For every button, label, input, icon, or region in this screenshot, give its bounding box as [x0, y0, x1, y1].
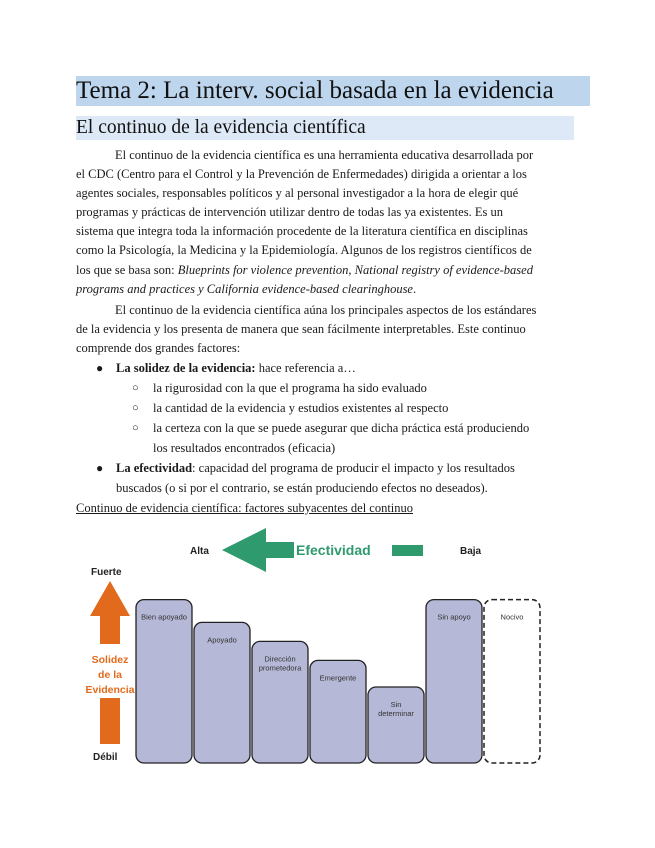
bullet-item — [116, 359, 356, 379]
bullet-icon: ● — [96, 461, 104, 475]
alta-label: Alta — [190, 546, 209, 557]
circle-bullet-icon: ○ — [132, 422, 139, 434]
text-span: los que se basa son: — [76, 263, 178, 277]
bar-label: Bien apoyado — [141, 612, 187, 622]
paragraph-line: agentes sociales, responsables políticos y al personal investigador a la hora de elegir qué — [76, 186, 519, 200]
paragraph-line: programas y prácticas de intervención utilizar dentro de todas las ya existentes. Es un — [76, 205, 503, 219]
continuum-bar — [136, 600, 192, 763]
paragraph-line — [76, 261, 533, 281]
figure-caption: Continuo de evidencia científica: factores subyacentes del continuo — [76, 501, 414, 515]
sub-item: la rigurosidad con la que el programa ha sido evaluado — [153, 381, 427, 395]
paragraph-line: como la Psicología, la Medicina y la Epidemiología. Algunos de los registros científicos de — [76, 243, 532, 257]
sub-item: la certeza con la que se puede asegurar que dicha práctica está produciendo — [153, 421, 530, 435]
page-title: Tema 2: La interv. social basada en la evidencia — [76, 76, 590, 106]
effectiveness-arrow-tail — [392, 545, 423, 556]
effectiveness-arrow-icon — [222, 528, 294, 572]
continuum-bar — [368, 687, 424, 763]
circle-bullet-icon: ○ — [132, 402, 139, 414]
continuum-bar — [484, 600, 540, 763]
bar-label: Emergente — [319, 673, 357, 683]
fuerte-label: Fuerte — [91, 567, 122, 578]
bar-label: Nocivo — [500, 612, 524, 622]
text-span: . — [412, 282, 417, 296]
paragraph-line: El continuo de la evidencia científica aúna los principales aspectos de los estándares — [115, 303, 537, 317]
bar-label: prometedora — [258, 663, 302, 673]
bar-label: Sin apoyo — [437, 612, 471, 622]
bullet-continuation: buscados (o si por el contrario, se están produciendo efectos no deseados). — [116, 481, 488, 495]
solidity-arrow-tail — [100, 698, 120, 744]
italic-text: Blueprints for violence prevention, National registry of evidence-based — [177, 263, 533, 277]
solidity-arrow-icon — [90, 581, 130, 644]
effectiveness-label: Efectividad — [296, 542, 371, 558]
section-heading: El continuo de la evidencia científica — [76, 116, 574, 140]
bold-text: La solidez de la evidencia: — [116, 361, 256, 375]
continuum-bar — [426, 600, 482, 763]
bar-label: determinar — [378, 709, 414, 718]
bar-label: Dirección — [264, 654, 296, 664]
paragraph-line: comprende dos grandes factores: — [76, 341, 241, 355]
italic-text: programs and practices y California evidence-based clearinghouse — [76, 282, 413, 296]
text-span: : capacidad del programa de producir el impacto y los resultados — [192, 461, 515, 475]
baja-label: Baja — [460, 546, 482, 557]
circle-bullet-icon: ○ — [132, 382, 139, 394]
bullet-icon: ● — [96, 361, 104, 375]
paragraph-line: sistema que integra toda la información procedente de la literatura científica en disciplinas — [76, 224, 528, 238]
solidity-label: de la — [98, 669, 122, 681]
paragraph-line: el CDC (Centro para el Control y la Prevención de Enfermedades) dirigida a orientar a los — [76, 167, 527, 181]
debil-label: Débil — [93, 752, 118, 763]
sub-item-continuation: los resultados encontrados (eficacia) — [153, 441, 336, 455]
text-span: hace referencia a… — [255, 361, 356, 375]
bar-label: Sin — [390, 700, 402, 709]
solidity-label: Solidez — [91, 654, 129, 666]
paragraph-line — [76, 280, 416, 300]
bold-text: La efectividad — [116, 461, 193, 475]
paragraph-line: de la evidencia y los presenta de manera que sean fácilmente interpretables. Este continuo — [76, 322, 526, 336]
solidity-label: Evidencia — [85, 684, 135, 696]
sub-item: la cantidad de la evidencia y estudios existentes al respecto — [153, 401, 449, 415]
bullet-item — [116, 459, 515, 479]
paragraph-line: El continuo de la evidencia científica es una herramienta educativa desarrollada por — [115, 148, 534, 162]
evidence-continuum-diagram — [76, 520, 576, 770]
bar-label: Apoyado — [207, 635, 237, 645]
